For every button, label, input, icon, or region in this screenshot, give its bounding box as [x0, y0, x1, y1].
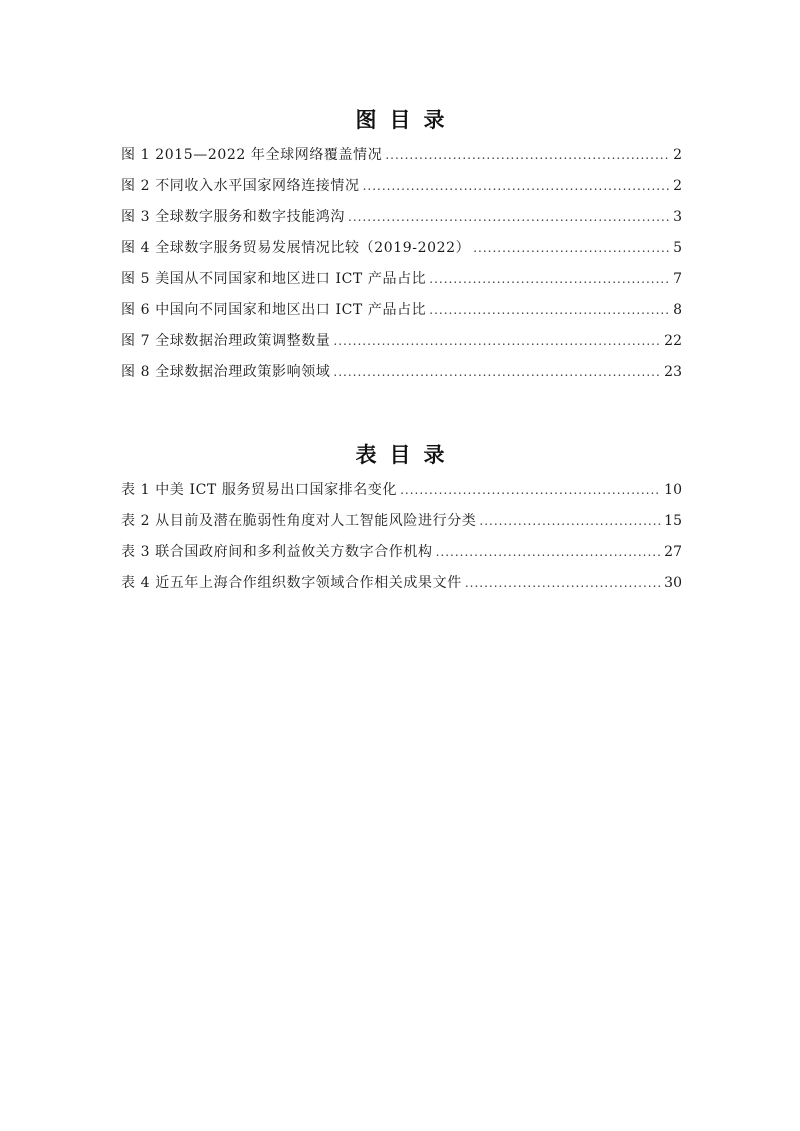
dot-leader	[333, 329, 661, 353]
toc-entry-label: 图 4 全球数字服务贸易发展情况比较（2019-2022）	[121, 240, 471, 256]
toc-entry-label: 图 7 全球数据治理政策调整数量	[121, 333, 331, 349]
dot-leader	[479, 509, 661, 533]
toc-page-number: 7	[673, 271, 682, 287]
toc-entry-label: 图 2 不同收入水平国家网络连接情况	[121, 178, 360, 194]
toc-entry-label: 图 3 全球数字服务和数字技能鸿沟	[121, 209, 346, 225]
dot-leader	[429, 267, 669, 291]
toc-entry-figure-3[interactable]	[121, 205, 682, 236]
toc-entry-figure-6[interactable]	[121, 298, 682, 329]
dot-leader	[429, 298, 669, 322]
tables-toc-list	[121, 478, 682, 602]
toc-page-number: 8	[673, 302, 682, 318]
toc-page-number: 23	[664, 364, 682, 380]
toc-entry-figure-7[interactable]	[121, 329, 682, 360]
toc-entry-label: 图 6 中国向不同国家和地区出口 ICT 产品占比	[121, 302, 427, 318]
dot-leader	[400, 478, 661, 502]
dot-leader	[348, 205, 669, 229]
toc-page-number: 3	[673, 209, 682, 225]
toc-page-number: 2	[673, 178, 682, 194]
dot-leader	[465, 571, 661, 595]
dot-leader	[333, 360, 661, 384]
dot-leader	[363, 174, 669, 198]
toc-entry-label: 表 1 中美 ICT 服务贸易出口国家排名变化	[121, 482, 398, 498]
toc-page-number: 15	[664, 513, 682, 529]
toc-entry-figure-2[interactable]	[121, 174, 682, 205]
toc-page-number: 27	[664, 544, 682, 560]
toc-entry-table-2[interactable]	[121, 509, 682, 540]
dot-leader	[436, 540, 662, 564]
toc-entry-figure-4[interactable]	[121, 236, 682, 267]
toc-page-number: 5	[673, 240, 682, 256]
toc-entry-figure-1[interactable]	[121, 143, 682, 174]
toc-page-number: 22	[664, 333, 682, 349]
toc-entry-label: 图 8 全球数据治理政策影响领域	[121, 364, 331, 380]
toc-entry-figure-5[interactable]	[121, 267, 682, 298]
tables-list-title: 表目录	[355, 443, 458, 467]
toc-entry-table-4[interactable]	[121, 571, 682, 602]
toc-page-number: 30	[664, 575, 682, 591]
toc-entry-table-1[interactable]	[121, 478, 682, 509]
toc-entry-label: 表 3 联合国政府间和多利益攸关方数字合作机构	[121, 544, 433, 560]
dot-leader	[473, 236, 669, 260]
toc-entry-table-3[interactable]	[121, 540, 682, 571]
toc-entry-label: 图 5 美国从不同国家和地区进口 ICT 产品占比	[121, 271, 427, 287]
figures-toc-list	[121, 143, 682, 391]
toc-page-number: 2	[673, 147, 682, 163]
toc-entry-label: 图 1 2015—2022 年全球网络覆盖情况	[121, 147, 383, 163]
toc-entry-label: 表 2 从目前及潜在脆弱性角度对人工智能风险进行分类	[121, 513, 477, 529]
toc-entry-label: 表 4 近五年上海合作组织数字领域合作相关成果文件	[121, 575, 462, 591]
dot-leader	[385, 143, 669, 167]
figures-list-title: 图目录	[355, 108, 458, 132]
toc-entry-figure-8[interactable]	[121, 360, 682, 391]
toc-page-number: 10	[664, 482, 682, 498]
